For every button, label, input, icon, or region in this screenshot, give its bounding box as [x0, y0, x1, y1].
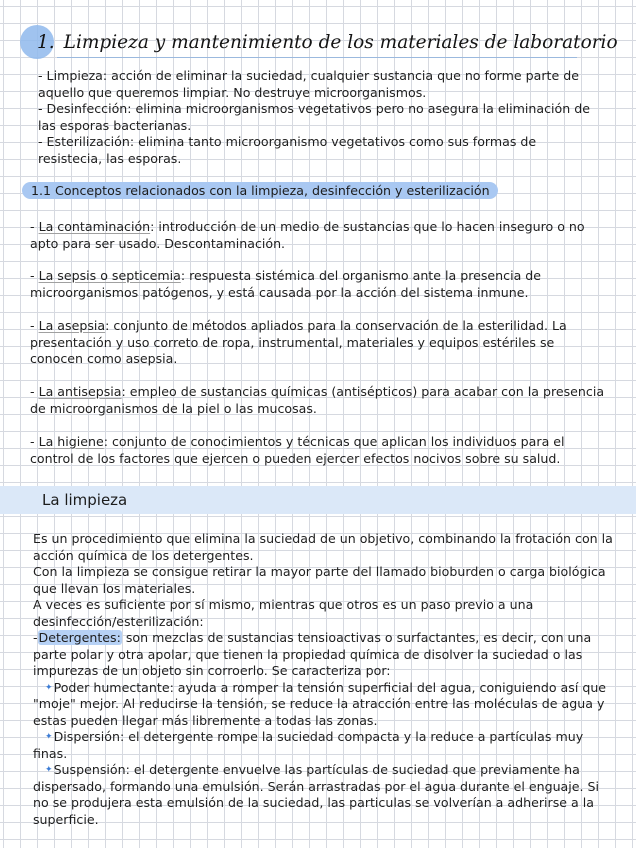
limpieza-title: La limpieza — [42, 491, 128, 509]
concept-antisepsia: - La antisepsia: empleo de sustancias químicas (antisépticos) para acabar con la presencia de microorganismos de la piel o las mucosas. — [30, 384, 605, 416]
limpieza-p2: Con la limpieza se consigue retirar la mayor parte del llamado bioburden o carga biológica que llevan los materiales. — [33, 564, 606, 596]
intro-esterilizacion: - Esterilización: elimina tanto microorganismo vegetativos como sus formas de resistecia, las esporas. — [38, 134, 537, 166]
detergentes-paragraph: -Detergentes: son mezclas de sustancias tensioactivas o surfactantes, es decir, con una parte polar y otra apolar, que tienen la propiedad química de disolver la suciedad o las impurezas de un objeto sin corroerlo. Se caracteriza por: — [33, 630, 592, 678]
concept-text: : empleo de sustancias químicas (antisépticos) para acabar con la presencia de microorganismos de la piel o las mucosas. — [30, 384, 605, 416]
concept-term: La sepsis o septicemia — [38, 268, 181, 283]
detergentes-text: son mezclas de sustancias tensioactivas o surfactantes, es decir, con una parte polar y otra apolar, que tienen la propiedad química de disolver la suciedad o las impurezas de un objeto sin corroerlo. Se caracteriza por: — [33, 630, 592, 678]
bullet-icon: ✦ — [45, 732, 53, 742]
limpieza-p3: A veces es suficiente por sí mismo, mientras que otros es un paso previo a una desinfección/esterilización: — [33, 597, 534, 629]
intro-limpieza: - Limpieza: acción de eliminar la suciedad, cualquier sustancia que no forme parte de aquello que queremos limpiar. No destruye microorganismos. — [38, 68, 579, 100]
concept-term: La asepsia — [38, 318, 106, 333]
heading-number: 1. — [37, 32, 55, 53]
concept-higiene: - La higiene: conjunto de conocimientos y técnicas que aplican los individuos para el control de los factores que ejercen o pueden ejercer efectos nocivos sobre su salud. — [30, 434, 565, 466]
concept-term: La contaminación — [38, 219, 151, 234]
section-title: 1.1 Conceptos relacionados con la limpieza, desinfección y esterilización — [31, 183, 490, 198]
page-title — [37, 30, 627, 56]
prop-suspension: ✦Suspensión: el detergente envuelve las partículas de suciedad que previamente ha dispersado, formando una emulsión. Serán arrastradas por el agua durante el enguaje. Si no se produjera esta emulsión de la suciedad, las particulas se volverían a adherirse a la superficie. — [33, 762, 600, 827]
heading-title: Limpieza y mantenimiento de los materiales de laboratorio — [63, 32, 618, 53]
concept-text: : respuesta sistémica del organismo ante la presencia de microorganismos patógenos, y está causada por la acción del sistema inmune. — [30, 268, 542, 300]
concept-text: : conjunto de métodos apliados para la conservación de la esterilidad. La presentación y uso correto de ropa, instrumental, materiales y equipos estériles se conocen como asepsia. — [30, 318, 567, 366]
detergentes-term: Detergentes: — [38, 630, 121, 645]
prop-dispersion: ✦Dispersión: el detergente rompe la suciedad compacta y la reduce a partículas muy finas. — [33, 729, 584, 761]
concept-text: : conjunto de conocimientos y técnicas que aplican los individuos para el control de los factores que ejercen o pueden ejercer efectos nocivos sobre su salud. — [30, 434, 565, 466]
intro-definitions — [38, 68, 598, 167]
limpieza-body — [33, 531, 613, 828]
concept-term: La higiene — [38, 434, 104, 449]
concept-sepsis: - La sepsis o septicemia: respuesta sistémica del organismo ante la presencia de microorganismos patógenos, y está causada por la acción del sistema inmune. — [30, 268, 542, 300]
title-underline — [57, 57, 577, 58]
bullet-icon: ✦ — [45, 765, 53, 775]
concept-asepsia: - La asepsia: conjunto de métodos apliados para la conservación de la esterilidad. La presentación y uso correto de ropa, instrumental, materiales y equipos estériles se conocen como asepsia. — [30, 318, 567, 366]
concept-text: : introducción de un medio de sustancias que lo hacen inseguro o no apto para ser usado. Descontaminación. — [30, 219, 585, 251]
concept-term: La antisepsia — [38, 384, 122, 399]
prop-humectante: ✦Poder humectante: ayuda a romper la tensión superficial del agua, coniguiendo así que "moje" mejor. Al reducirse la tensión, se reduce la atracción entre las moléculas de agua y estas pueden llegar más libremente a todas las zonas. — [33, 679, 607, 728]
bullet-icon: ✦ — [45, 682, 53, 693]
concept-contaminacion: - La contaminación: introducción de un medio de sustancias que lo hacen inseguro o no apto para ser usado. Descontaminación. — [30, 219, 585, 251]
limpieza-p1: Es un procedimiento que elimina la suciedad de un objetivo, combinando la frotación con la acción química de los detergentes. — [33, 531, 613, 563]
intro-desinfeccion: - Desinfección: elimina microorganismos vegetativos pero no asegura la eliminación de las esporas bacterianas. — [38, 101, 590, 133]
